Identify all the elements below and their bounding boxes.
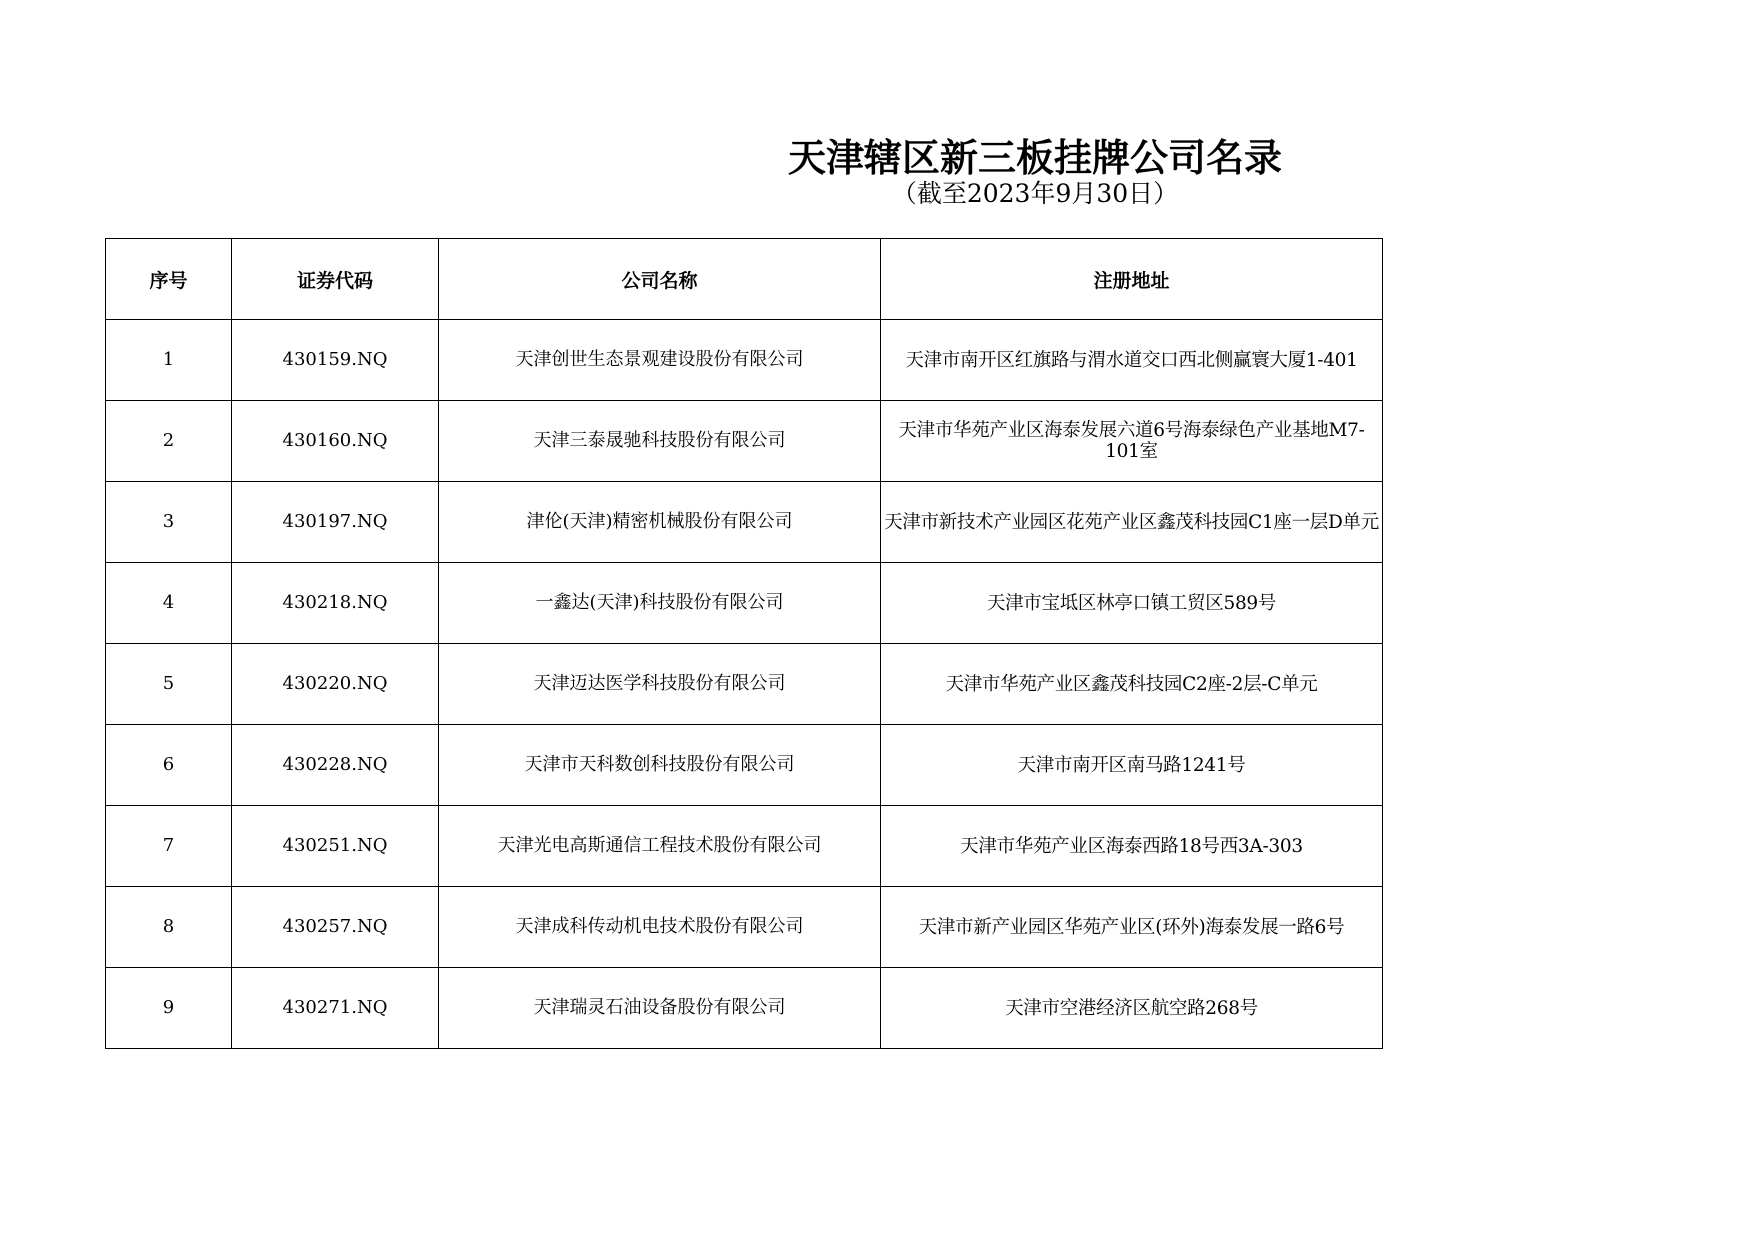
cell-address: 天津市南开区南马路1241号 <box>881 725 1383 806</box>
cell-code: 430160.NQ <box>232 401 439 482</box>
cell-address: 天津市华苑产业区鑫茂科技园C2座-2层-C单元 <box>881 644 1383 725</box>
cell-name: 天津创世生态景观建设股份有限公司 <box>439 320 881 401</box>
cell-name: 天津成科传动机电技术股份有限公司 <box>439 887 881 968</box>
table-row <box>106 563 1383 644</box>
cell-address: 天津市华苑产业区海泰发展六道6号海泰绿色产业基地M7-101室 <box>881 401 1383 482</box>
cell-seq: 8 <box>106 887 232 968</box>
cell-code: 430159.NQ <box>232 320 439 401</box>
document-subtitle: （截至2023年9月30日） <box>891 179 1179 208</box>
table-row <box>106 401 1383 482</box>
cell-code: 430251.NQ <box>232 806 439 887</box>
cell-seq: 9 <box>106 968 232 1049</box>
cell-seq: 4 <box>106 563 232 644</box>
cell-name: 天津瑞灵石油设备股份有限公司 <box>439 968 881 1049</box>
cell-name: 天津迈达医学科技股份有限公司 <box>439 644 881 725</box>
cell-seq: 1 <box>106 320 232 401</box>
header-code: 证券代码 <box>232 239 439 320</box>
cell-name: 天津光电高斯通信工程技术股份有限公司 <box>439 806 881 887</box>
header-seq: 序号 <box>106 239 232 320</box>
cell-name: 一鑫达(天津)科技股份有限公司 <box>439 563 881 644</box>
table-row <box>106 725 1383 806</box>
cell-address: 天津市新技术产业园区花苑产业区鑫茂科技园C1座一层D单元 <box>881 482 1383 563</box>
cell-seq: 7 <box>106 806 232 887</box>
header-address: 注册地址 <box>881 239 1383 320</box>
cell-code: 430228.NQ <box>232 725 439 806</box>
cell-name: 津伦(天津)精密机械股份有限公司 <box>439 482 881 563</box>
cell-code: 430220.NQ <box>232 644 439 725</box>
cell-address: 天津市宝坻区林亭口镇工贸区589号 <box>881 563 1383 644</box>
cell-seq: 5 <box>106 644 232 725</box>
table-row <box>106 968 1383 1049</box>
cell-code: 430271.NQ <box>232 968 439 1049</box>
table-row <box>106 806 1383 887</box>
table-header-row <box>106 239 1383 320</box>
header-name: 公司名称 <box>439 239 881 320</box>
table-row <box>106 644 1383 725</box>
cell-name: 天津三泰晟驰科技股份有限公司 <box>439 401 881 482</box>
document-title: 天津辖区新三板挂牌公司名录 <box>787 136 1282 180</box>
cell-code: 430197.NQ <box>232 482 439 563</box>
table-row <box>106 320 1383 401</box>
cell-seq: 6 <box>106 725 232 806</box>
cell-name: 天津市天科数创科技股份有限公司 <box>439 725 881 806</box>
table-row <box>106 482 1383 563</box>
cell-address: 天津市南开区红旗路与渭水道交口西北侧赢寰大厦1-401 <box>881 320 1383 401</box>
cell-seq: 3 <box>106 482 232 563</box>
cell-address: 天津市空港经济区航空路268号 <box>881 968 1383 1049</box>
cell-address: 天津市新产业园区华苑产业区(环外)海泰发展一路6号 <box>881 887 1383 968</box>
cell-code: 430257.NQ <box>232 887 439 968</box>
table-row <box>106 887 1383 968</box>
cell-seq: 2 <box>106 401 232 482</box>
cell-address: 天津市华苑产业区海泰西路18号西3A-303 <box>881 806 1383 887</box>
company-table <box>105 238 1383 1049</box>
cell-code: 430218.NQ <box>232 563 439 644</box>
